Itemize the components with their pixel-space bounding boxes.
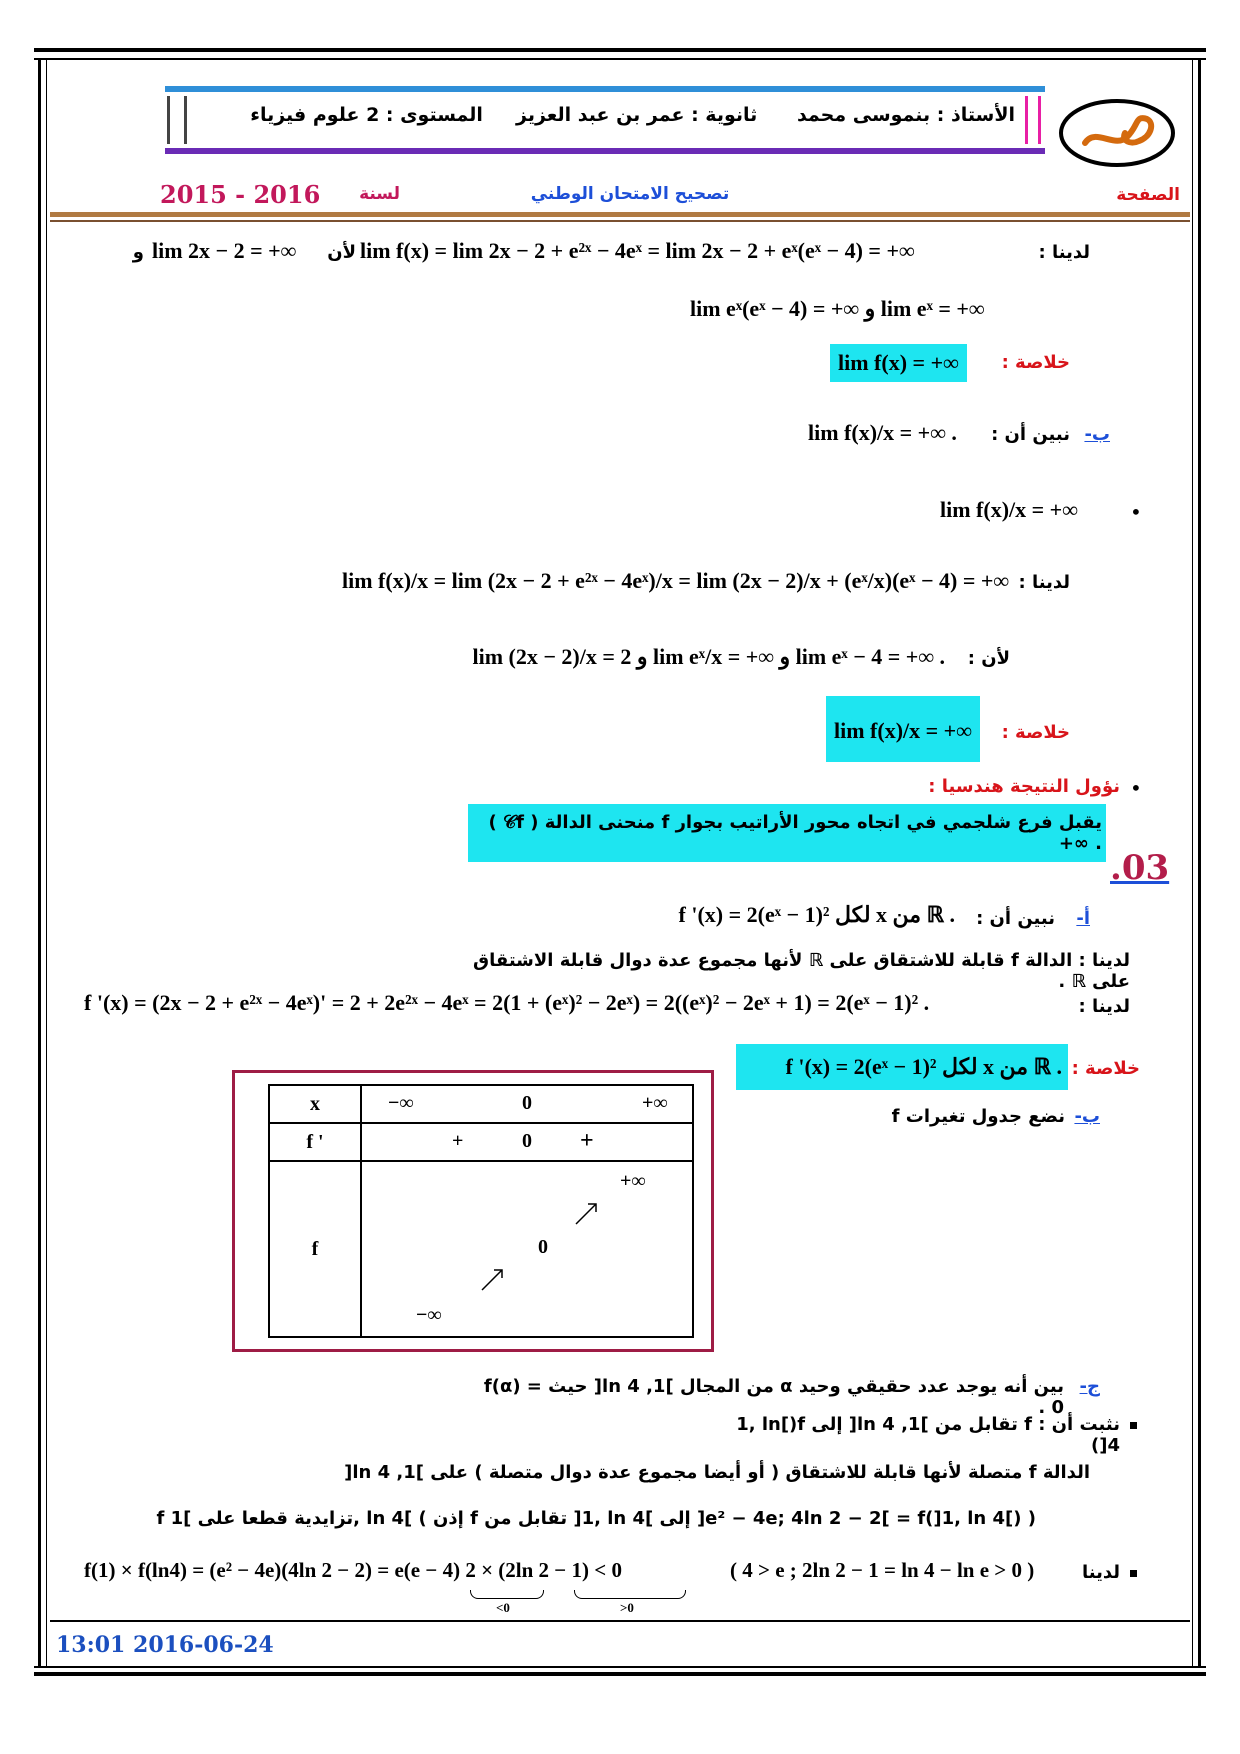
table-sign-plus-2: +: [580, 1128, 594, 1154]
vb-text: نضع جدول تغيرات f: [891, 1106, 1065, 1127]
table-x-minus-inf: −∞: [388, 1092, 414, 1114]
a-label: أ-: [1076, 908, 1090, 929]
table-cell-variation: [361, 1161, 693, 1337]
underbrace-1: [470, 1590, 544, 1599]
table-cell-fprime: f ': [269, 1123, 361, 1161]
top-rule-thin: [34, 58, 1206, 60]
variation-table: [268, 1084, 694, 1338]
banner-bottom-rule: [165, 148, 1045, 154]
b-label: ب-: [1084, 424, 1110, 445]
interp-title: نؤول النتيجة هندسيا :: [928, 776, 1120, 797]
left-border: [38, 58, 41, 1668]
l4-math: lim (2x − 2)/x = 2 و lim eˣ/x = +∞ و lim eˣ − 4 = +∞ .: [472, 644, 945, 669]
l1-math2: lim 2x − 2 = +∞: [152, 238, 297, 263]
p2-text: الدالة f متصلة لأنها قابلة للاشتقاق ( أو أيضا مجموع عدة دوال متصلة ) على ]1, ln 4[: [344, 1462, 1090, 1483]
summary3-box: f '(x) = 2(eˣ − 1)² لكل x من ℝ .: [736, 1044, 1068, 1090]
table-f-minus-inf: −∞: [416, 1304, 442, 1326]
table-f-zero: 0: [538, 1236, 548, 1258]
right-border-inner: [1192, 58, 1193, 1668]
vb-label: ب-: [1074, 1106, 1100, 1127]
summary1-label: خلاصة :: [1001, 352, 1070, 373]
b-math: lim f(x)/x = +∞ .: [808, 420, 957, 445]
a-math: f '(x) = 2(eˣ − 1)² لكل x من ℝ .: [678, 902, 955, 927]
l6-label: لدينا :: [1078, 996, 1130, 1017]
bottom-rule-thick: [34, 1672, 1206, 1676]
bullet-square-2: [1130, 1570, 1137, 1577]
l1-label: لدينا :: [1038, 242, 1090, 263]
l5-text: لدينا : الدالة f قابلة للاشتقاق على ℝ لأنها مجموع عدة دوال قابلة الاشتقاق على ℝ .: [473, 950, 1130, 992]
table-x-zero: 0: [522, 1092, 532, 1114]
c-text: بين أنه يوجد عدد حقيقي وحيد α من المجال ]1, ln 4[ حيث f(α) = 0 .: [483, 1376, 1064, 1418]
summary1-box: lim f(x) = +∞: [830, 344, 967, 382]
top-rule-thick: [34, 48, 1206, 52]
arrow-up-2-icon: [572, 1198, 602, 1228]
arrow-up-1-icon: [478, 1264, 508, 1294]
bottom-rule-thin: [34, 1666, 1206, 1668]
footer-divider: [50, 1620, 1190, 1622]
underbrace-2: [574, 1590, 686, 1599]
p4-label: لدينا: [1081, 1562, 1120, 1583]
table-row: [269, 1161, 693, 1337]
summary3-label: خلاصة :: [1071, 1058, 1140, 1079]
header-divider-2: [50, 220, 1190, 222]
summary2-box: lim f(x)/x = +∞: [826, 696, 980, 762]
bullet1-math: lim f(x)/x = +∞: [940, 497, 1078, 522]
right-border: [1198, 58, 1201, 1668]
table-cell-signs: [361, 1123, 693, 1161]
table-x-plus-inf: +∞: [642, 1092, 668, 1114]
section-number: .03: [1110, 848, 1170, 888]
l2-math: lim eˣ(eˣ − 4) = +∞ و lim eˣ = +∞: [690, 296, 985, 321]
table-cell-xvalues: [361, 1085, 693, 1123]
table-sign-plus-1: +: [452, 1130, 464, 1152]
year-label: لسنة: [359, 184, 400, 204]
header-divider-1: [50, 212, 1190, 217]
logo: [1055, 97, 1185, 169]
left-border-inner: [46, 58, 47, 1668]
l4-label: لأن :: [967, 648, 1010, 669]
bullet-1: •: [1130, 500, 1142, 524]
footer-datetime: 13:01 2016-06-24: [56, 1632, 274, 1658]
banner-right-bars: [1025, 96, 1041, 144]
exam-subject: تصحيح الامتحان الوطني: [530, 184, 730, 204]
banner-top-rule: [165, 86, 1045, 92]
underbrace-2-label: >0: [620, 1600, 634, 1615]
b-text: نبين أن :: [991, 424, 1070, 445]
p4-math2: f(1) × f(ln4) = (e² − 4e)(4ln 2 − 2) = e(e − 4) 2 × (2ln 2 − 1) < 0: [84, 1558, 622, 1582]
l3-label: لدينا :: [1018, 572, 1070, 593]
summary2-label: خلاصة :: [1001, 722, 1070, 743]
header-banner: [165, 86, 1045, 158]
c-label: ج-: [1079, 1376, 1100, 1397]
logo-emblem: [1055, 97, 1185, 169]
table-row: [269, 1085, 693, 1123]
l3-math: lim f(x)/x = lim (2x − 2 + e²ˣ − 4eˣ)/x = lim (2x − 2)/x + (eˣ/x)(eˣ − 4) = +∞: [342, 568, 1010, 593]
table-cell-f: f: [269, 1161, 361, 1337]
l6-math: f '(x) = (2x − 2 + e²ˣ − 4eˣ)' = 2 + 2e²ˣ − 4eˣ = 2(1 + (eˣ)² − 2eˣ) = 2((eˣ)² − 2eˣ + 1) = 2(eˣ − 1)² .: [84, 990, 930, 1015]
teacher-line: الأستاذ : بنموسى محمد ثانوية : عمر بن عبد العزيز المستوى : 2 علوم فيزياء: [250, 104, 1015, 126]
bullet-square-1: [1130, 1422, 1137, 1429]
interp-text: ( 𝒞f ) منحنى الدالة f يقبل فرع شلجمي في اتجاه محور الأراتيب بجوار +∞ .: [468, 804, 1106, 862]
page-label: الصفحة: [1116, 185, 1180, 205]
a-text: نبين أن :: [976, 908, 1055, 929]
p3-text: f تزايدية قطعا على ]1, ln 4[ ( إذن f تقابل من ]1, ln 4[ إلى ]e² − 4e; 4ln 2 − 2[ = f(]1, ln 4[) ): [156, 1508, 1036, 1529]
l1-math: lim f(x) = lim 2x − 2 + e²ˣ − 4eˣ = lim 2x − 2 + eˣ(eˣ − 4) = +∞: [360, 238, 915, 263]
p4-math1: ( 4 > e ; 2ln 2 − 1 = ln 4 − ln e > 0 ): [730, 1558, 1035, 1582]
bullet-2: •: [1130, 776, 1142, 800]
table-sign-zero: 0: [522, 1130, 532, 1152]
p1-text: نثبت أن : f تقابل من ]1, ln 4[ إلى f(]1, ln 4[): [736, 1414, 1120, 1456]
banner-left-bars: [167, 96, 187, 144]
underbrace-1-label: <0: [496, 1600, 510, 1615]
l1-and: و: [132, 242, 144, 263]
l1-because: لأن: [327, 242, 356, 263]
table-row: [269, 1123, 693, 1161]
table-f-plus-inf: +∞: [620, 1170, 646, 1192]
table-cell-x: x: [269, 1085, 361, 1123]
year-value: 2015 - 2016: [160, 180, 321, 209]
